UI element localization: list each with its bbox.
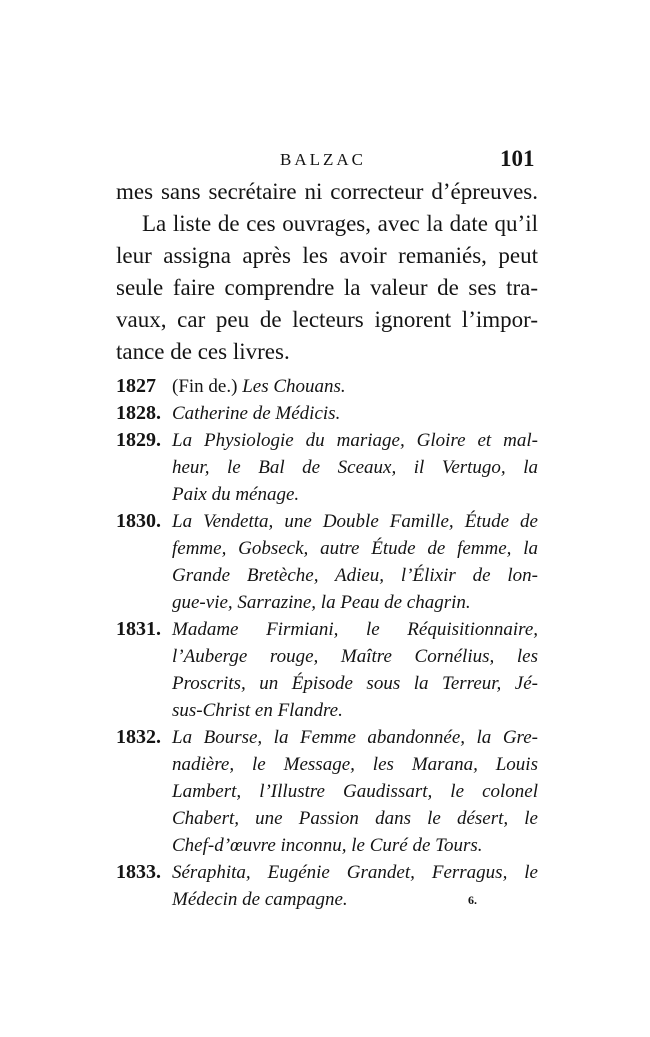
entry-year: 1833. bbox=[116, 861, 161, 883]
entry-year: 1828. bbox=[116, 402, 161, 424]
entry-year: 1831. bbox=[116, 618, 161, 640]
entry-year: 1827 bbox=[116, 375, 156, 397]
entry-line: heur, le Bal de Sceaux, il Vertugo, la bbox=[172, 457, 538, 478]
paragraph-line: seule faire comprendre la valeur de ses tra- bbox=[116, 275, 538, 300]
entry-title: Les Chouans. bbox=[242, 376, 346, 397]
bibliography-entry-1832 bbox=[116, 724, 538, 859]
paragraph-line: mes sans secrétaire ni correcteur d’épreuves. bbox=[116, 179, 538, 204]
bibliography-list bbox=[116, 373, 538, 913]
entry-line: Madame Firmiani, le Réquisitionnaire, bbox=[172, 619, 538, 640]
entry-line: La Vendetta, une Double Famille, Étude de bbox=[172, 511, 538, 532]
bibliography-entry-1830 bbox=[116, 508, 538, 616]
entry-line: Paix du ménage. bbox=[172, 484, 300, 505]
entry-line: Catherine de Médicis. bbox=[172, 403, 341, 424]
paragraph-line: tance de ces livres. bbox=[116, 339, 290, 364]
entry-year: 1832. bbox=[116, 726, 161, 748]
paragraph-line: leur assigna après les avoir remaniés, peut bbox=[116, 243, 538, 268]
entry-line: Médecin de campagne. bbox=[172, 889, 348, 910]
text-block bbox=[116, 176, 538, 913]
entry-line: Chef-d’œuvre inconnu, le Curé de Tours. bbox=[172, 835, 483, 856]
entry-line: Lambert, l’Illustre Gaudissart, le colonel bbox=[172, 781, 538, 802]
running-title: BALZAC bbox=[280, 150, 366, 169]
entry-line: La Physiologie du mariage, Gloire et mal- bbox=[172, 430, 538, 451]
entry-line: nadière, le Message, les Marana, Louis bbox=[172, 754, 538, 775]
entry-line: Proscrits, un Épisode sous la Terreur, Jé- bbox=[172, 673, 538, 694]
page-number: 101 bbox=[500, 146, 535, 171]
signature-mark: 6. bbox=[468, 893, 477, 907]
entry-line: Chabert, une Passion dans le désert, le bbox=[172, 808, 538, 829]
bibliography-entry-1828 bbox=[116, 400, 538, 427]
bibliography-entry-1827 bbox=[116, 373, 538, 400]
entry-year: 1829. bbox=[116, 429, 161, 451]
entry-line bbox=[172, 373, 538, 400]
bibliography-entry-1829 bbox=[116, 427, 538, 508]
entry-year: 1830. bbox=[116, 510, 161, 532]
entry-prefix: (Fin de.) bbox=[172, 376, 243, 397]
paragraph-line: vaux, car peu de lecteurs ignorent l’impor- bbox=[116, 307, 538, 332]
bibliography-entry-1831 bbox=[116, 616, 538, 724]
entry-line: La Bourse, la Femme abandonnée, la Gre- bbox=[172, 727, 538, 748]
entry-line: sus-Christ en Flandre. bbox=[172, 700, 343, 721]
entry-line: femme, Gobseck, autre Étude de femme, la bbox=[172, 538, 538, 559]
entry-line: Séraphita, Eugénie Grandet, Ferragus, le bbox=[172, 862, 538, 883]
entry-line: l’Auberge rouge, Maître Cornélius, les bbox=[172, 646, 538, 667]
entry-line: Grande Bretèche, Adieu, l’Élixir de lon- bbox=[172, 565, 538, 586]
body-paragraph bbox=[116, 176, 538, 368]
entry-line: gue-vie, Sarrazine, la Peau de chagrin. bbox=[172, 592, 471, 613]
paragraph-line: La liste de ces ouvrages, avec la date qu’il bbox=[142, 211, 538, 236]
